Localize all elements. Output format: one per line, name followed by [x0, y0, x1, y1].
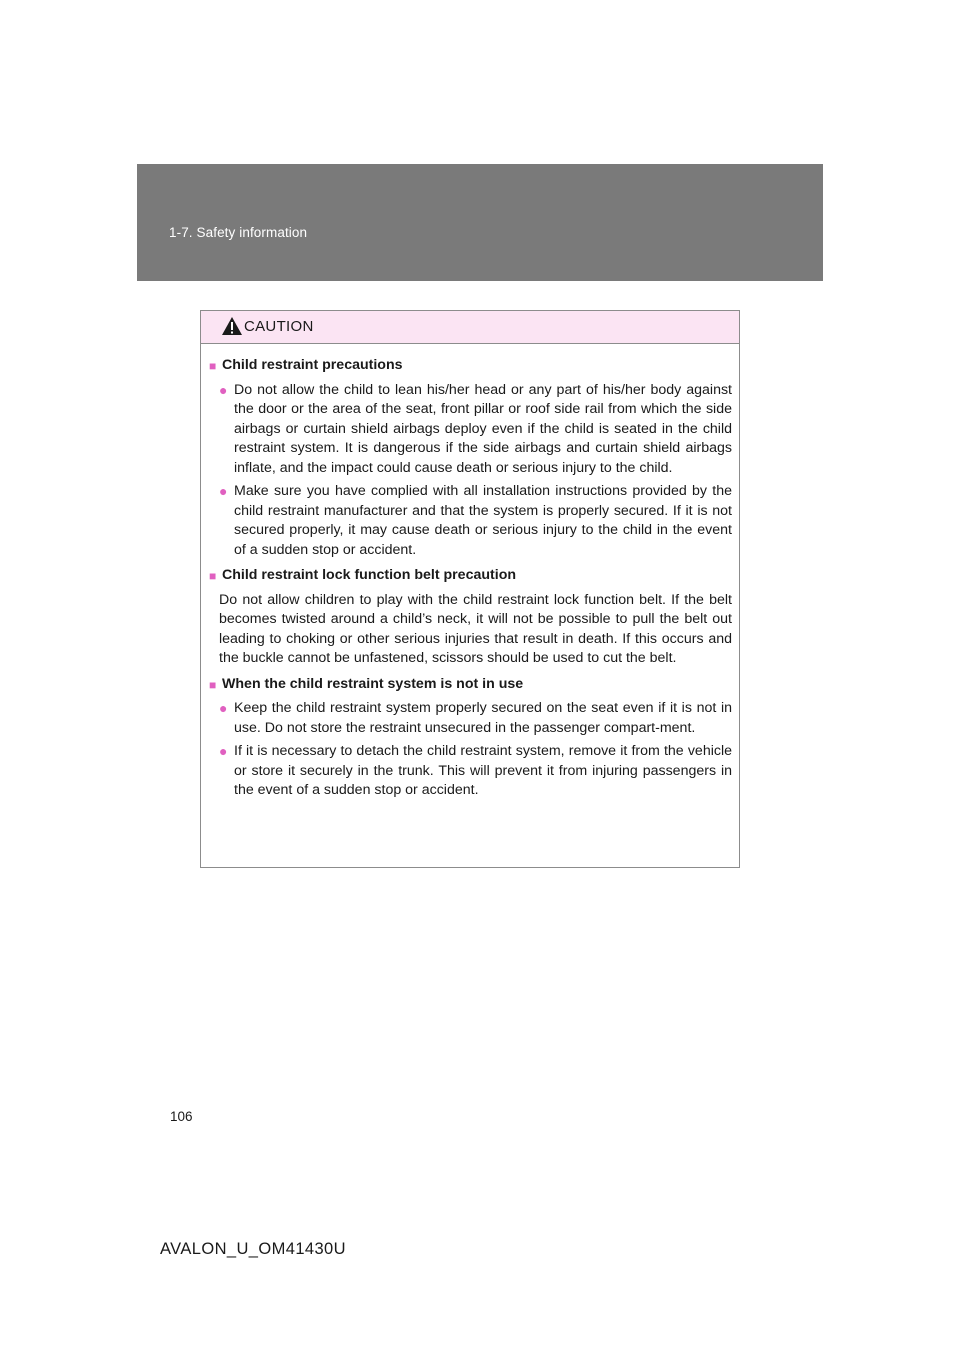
list-item-text: Keep the child restraint system properly secured on the seat even if it is not in use. Do not store the restraint unsecured in the passenger compart-ment. [234, 700, 732, 736]
square-bullet-icon: ■ [209, 359, 217, 373]
square-bullet-icon: ■ [209, 677, 217, 692]
section-paragraph: Do not allow children to play with the child restraint lock function belt. If the belt becomes twisted around a child’s neck, it will not be possible to pull the belt out leading to choking or other serious injuries that result in death. If this occurs and the buckle cannot be unfastened, scissors should be used to cut the belt. [219, 591, 732, 666]
caution-body [201, 344, 739, 801]
caution-section-lock-function-belt [209, 566, 732, 669]
caution-label: CAUTION [244, 318, 314, 335]
square-bullet-icon: ■ [209, 569, 217, 583]
caution-header [201, 311, 739, 344]
caution-box [200, 310, 740, 868]
list-item-text: Make sure you have complied with all installation instructions provided by the child restraint manufacturer and that the system is properly secured. If it is not secured properly, it may cause death or serious injury to the child in the event of a sudden stop or accident. [234, 483, 732, 558]
section-header-band [137, 164, 823, 281]
list-item [209, 742, 732, 801]
round-bullet-icon: ● [219, 700, 228, 716]
round-bullet-icon: ● [219, 483, 228, 499]
section-heading-text: Child restraint precautions [222, 357, 403, 373]
round-bullet-icon: ● [219, 381, 228, 398]
section-heading-text: When the child restraint system is not in use [222, 675, 524, 692]
page-number: 106 [170, 1109, 193, 1124]
section-heading [209, 356, 732, 377]
section-heading [209, 566, 732, 587]
caution-section-not-in-use [209, 675, 732, 801]
section-title: 1-7. Safety information [169, 225, 308, 240]
document-code: AVALON_U_OM41430U [160, 1240, 346, 1258]
list-item [209, 482, 732, 560]
list-item [209, 381, 732, 479]
warning-triangle-icon [221, 316, 243, 336]
section-heading-text: Child restraint lock function belt precaution [222, 567, 517, 583]
list-item [209, 699, 732, 738]
list-item-text: Do not allow the child to lean his/her head or any part of his/her body against the door or the area of the seat, front pillar or roof side rail from which the side airbags or curtain shield airbags deploy even if the child is seated in the child restraint system. It is dangerous if the side airbags and curtain shield airbags inflate, and the impact could cause death or serious injury to the child. [234, 381, 732, 476]
section-heading [209, 675, 732, 696]
caution-section-child-restraint-precautions [209, 356, 732, 560]
list-item-text: If it is necessary to detach the child restraint system, remove it from the vehicle or store it securely in the trunk. This will prevent it from injuring passengers in the event of a sudden stop or accident. [234, 743, 732, 798]
round-bullet-icon: ● [219, 743, 228, 759]
